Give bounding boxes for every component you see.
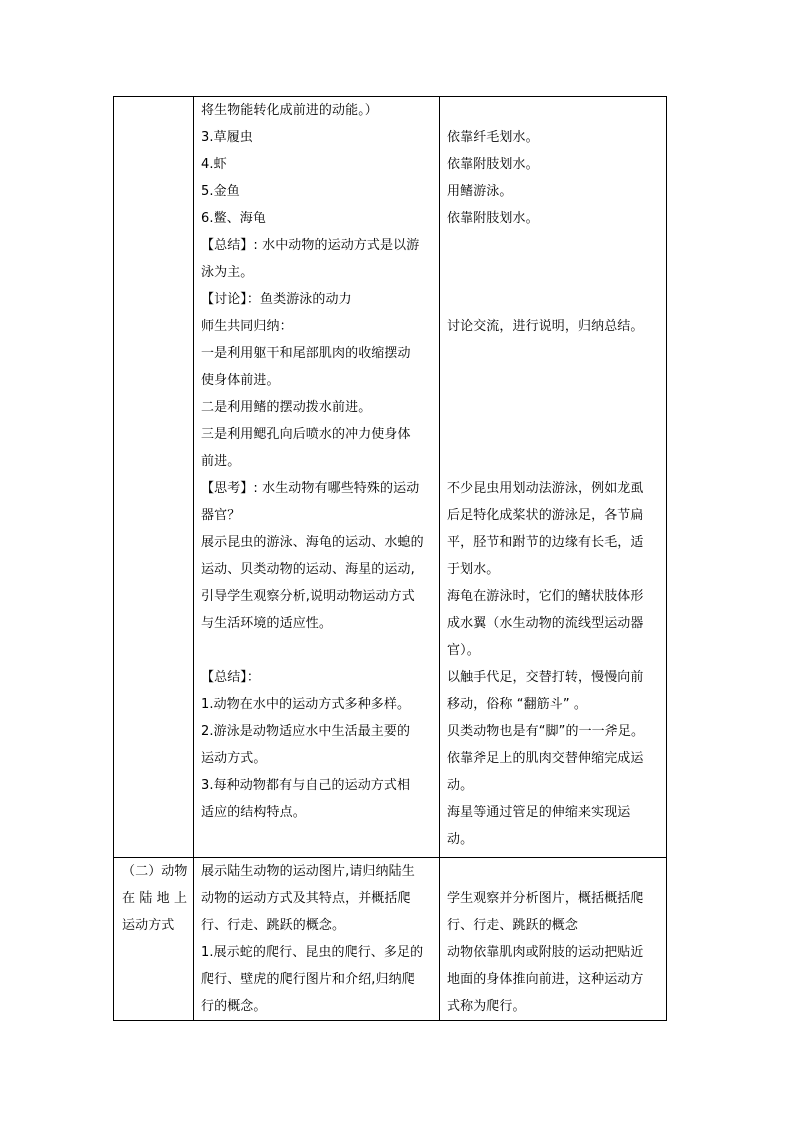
- text-line: 三是利用鳃孔向后喷水的冲力使身体: [201, 427, 411, 442]
- text-line: [440, 232, 666, 259]
- table-row-land-movement: [114, 858, 667, 1021]
- text-line: [440, 97, 666, 124]
- text-line: 2.游泳是动物适应水中生活最主要的: [201, 724, 411, 739]
- text-line: [440, 421, 666, 448]
- text-line: 动。: [447, 832, 474, 847]
- text-line: 学生观察并分析图片，概括概括爬: [447, 891, 644, 906]
- text-line: 地面的身体推向前进，这种运动方: [447, 972, 644, 987]
- text-line: [194, 637, 439, 664]
- section-title-lines: [114, 858, 193, 939]
- teacher-activity-cell: [194, 97, 440, 858]
- text-line: 器官？: [201, 508, 241, 523]
- text-line: 平，胫节和跗节的边缘有长毛，适: [447, 535, 644, 550]
- text-line: 1.展示蛇的爬行、昆虫的爬行、多足的: [201, 945, 424, 960]
- text-line: 动物的运动方式及其特点，并概括爬: [201, 891, 411, 906]
- text-line: 师生共同归纳：: [201, 319, 293, 334]
- student-activity-cell: [440, 858, 667, 1021]
- text-line: 【总结】: 水中动物的运动方式是以游: [201, 238, 420, 253]
- text-line: 将生物能转化成前进的动能。）: [201, 103, 378, 118]
- text-line: 4.虾: [201, 157, 227, 172]
- text-line: 爬行、壁虎的爬行图片和介绍,归纳爬: [201, 972, 415, 987]
- text-line: 移动，俗称 “翻筋斗” 。: [447, 697, 588, 712]
- text-line: 运动方式: [122, 918, 175, 933]
- text-line: 式称为爬行。: [447, 999, 526, 1014]
- table-row-water-movement: [114, 97, 667, 858]
- text-line: 适应的结构特点。: [201, 805, 306, 820]
- student-activity-lines: [440, 97, 666, 853]
- text-line: 行、行走、跳跃的概念: [447, 918, 579, 933]
- section-cell: [114, 858, 194, 1021]
- text-line: 海龟在游泳时，它们的鳍状肢体形: [447, 589, 644, 604]
- text-line: 使身体前进。: [201, 373, 280, 388]
- text-line: 不少昆虫用划动法游泳，例如龙虱: [447, 481, 644, 496]
- text-line: 行、行走、跳跃的概念。: [201, 918, 346, 933]
- text-line: 依靠附肢划水。: [447, 211, 539, 226]
- text-line: 运动、贝类动物的运动、海星的运动,: [201, 562, 415, 577]
- text-line: 展示昆虫的游泳、海龟的运动、水螅的: [201, 535, 424, 550]
- text-line: 一是利用躯干和尾部肌肉的收缩摆动: [201, 346, 411, 361]
- text-line: [440, 448, 666, 475]
- text-line: 运动方式。: [201, 751, 267, 766]
- text-line: 海星等通过管足的伸缩来实现运: [447, 805, 631, 820]
- text-line: 以触手代足，交替打转，慢慢向前: [447, 670, 644, 685]
- text-line: 【思考】: 水生动物有哪些特殊的运动: [201, 481, 420, 496]
- text-line: 【总结】：: [201, 670, 261, 685]
- text-line: 二是利用鳍的摆动拨水前进。: [201, 400, 372, 415]
- text-line: 动。: [447, 778, 474, 793]
- text-line: 1.动物在水中的运动方式多种多样。: [201, 697, 411, 712]
- student-activity-lines: [440, 858, 666, 1020]
- text-line: [440, 259, 666, 286]
- text-line: 展示陆生动物的运动图片,请归纳陆生: [201, 864, 415, 879]
- text-line: 在 陆 地 上: [122, 891, 188, 906]
- teacher-activity-cell: [194, 858, 440, 1021]
- text-line: 【讨论】：鱼类游泳的动力: [201, 292, 352, 307]
- text-line: 依靠斧足上的肌肉交替伸缩完成运: [447, 751, 644, 766]
- text-line: 引导学生观察分析,说明动物运动方式: [201, 589, 415, 604]
- text-line: 官）。: [447, 643, 480, 658]
- text-line: 依靠附肢划水。: [447, 157, 539, 172]
- section-cell: [114, 97, 194, 858]
- text-line: 依靠纤毛划水。: [447, 130, 539, 145]
- text-line: 泳为主。: [201, 265, 254, 280]
- teacher-activity-lines: [194, 97, 439, 826]
- text-line: 6.鳖、海龟: [201, 211, 267, 226]
- text-line: 讨论交流，进行说明，归纳总结。: [447, 319, 644, 334]
- text-line: 行的概念。: [201, 999, 267, 1014]
- text-line: 成水翼（水生动物的流线型运动器: [447, 616, 644, 631]
- text-line: [440, 394, 666, 421]
- text-line: [440, 858, 666, 885]
- text-line: 与生活环境的适应性。: [201, 616, 333, 631]
- lesson-plan-table: [113, 96, 667, 1021]
- text-line: 后足特化成桨状的游泳足，各节扁: [447, 508, 644, 523]
- text-line: 3.每种动物都有与自己的运动方式相: [201, 778, 411, 793]
- text-line: 前进。: [201, 454, 241, 469]
- text-line: 贝类动物也是有“脚”的一一斧足。: [447, 724, 645, 739]
- student-activity-cell: [440, 97, 667, 858]
- text-line: （二）动物: [122, 864, 188, 879]
- text-line: 用鳍游泳。: [447, 184, 513, 199]
- text-line: [440, 367, 666, 394]
- text-line: 于划水。: [447, 562, 500, 577]
- text-line: 3.草履虫: [201, 130, 253, 145]
- teacher-activity-lines: [194, 858, 439, 1020]
- text-line: 5.金鱼: [201, 184, 240, 199]
- text-line: 动物依靠肌肉或附肢的运动把贴近: [447, 945, 644, 960]
- text-line: [440, 340, 666, 367]
- text-line: [440, 286, 666, 313]
